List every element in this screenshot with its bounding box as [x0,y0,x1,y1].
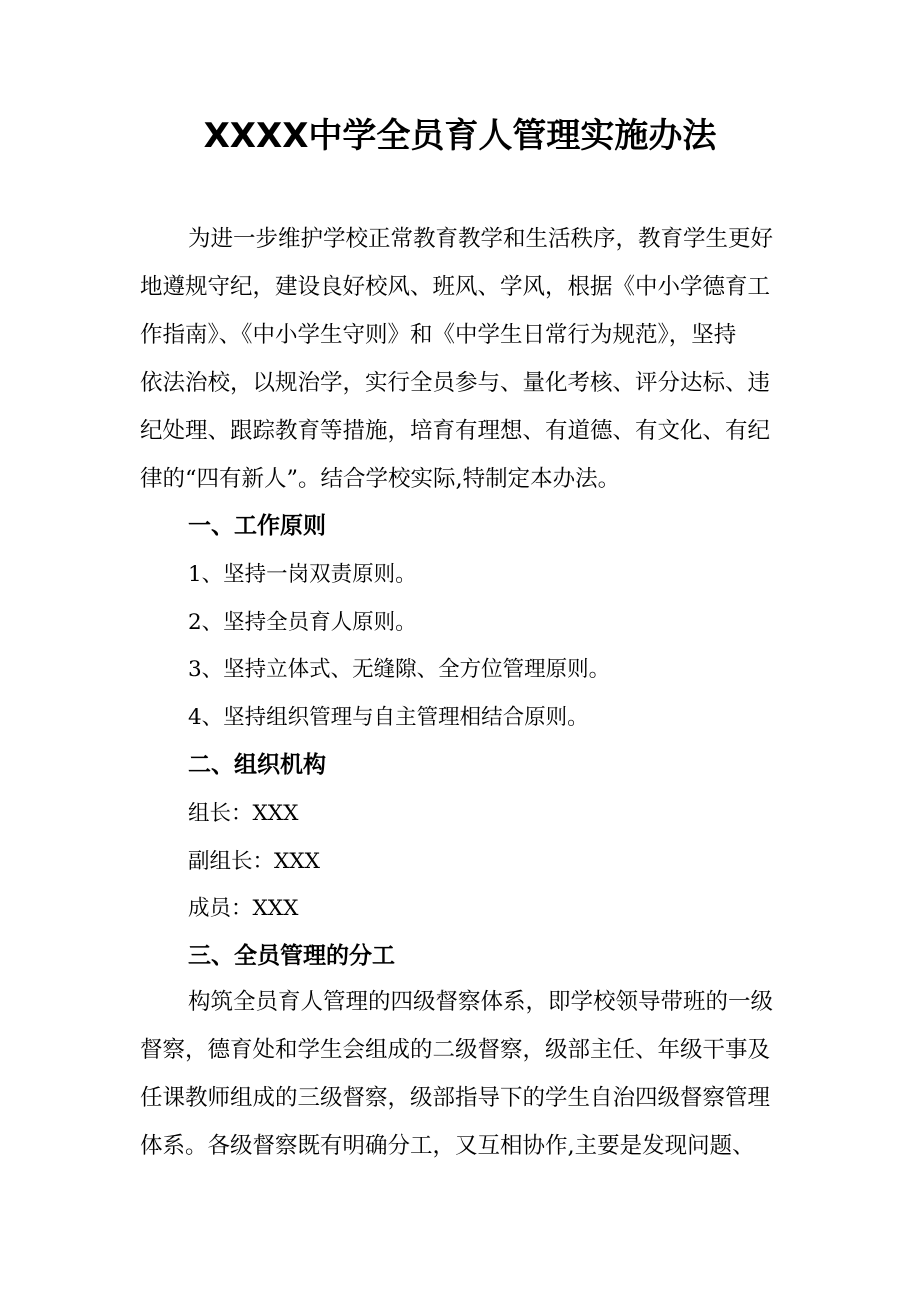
intro-line: 依法治校，以规治学，实行全员参与、量化考核、评分达标、违 [140,370,771,396]
org-member-item: 成员：XXX [188,896,299,921]
section-heading-division: 三、全员管理的分工 [188,943,395,969]
org-member-item: 副组长：XXX [188,849,320,874]
principle-item: 3、坚持立体式、无缝隙、全方位管理原则。 [188,657,611,682]
intro-line: 作指南》、《中小学生守则》和《中学生日常行为规范》，坚持 [140,322,737,348]
intro-line: 地遵规守纪，建设良好校风、班风、学风，根据《中小学德育工 [140,274,771,300]
section-heading-organization: 二、组织机构 [188,752,326,778]
division-paragraph [140,978,782,1170]
document-title: XXXX中学全员育人管理实施办法 [203,116,717,156]
division-line: 督察，德育处和学生会组成的二级督察，级部主任、年级干事及 [140,1037,771,1063]
principle-item: 2、坚持全员育人原则。 [188,610,417,635]
org-member-item: 组长：XXX [188,801,299,826]
principle-item: 4、坚持组织管理与自主管理相结合原则。 [188,705,589,730]
intro-line: 为进一步维护学校正常教育教学和生活秩序，教育学生更好 [188,226,774,252]
intro-line: 律的“四有新人”。结合学校实际,特制定本办法。 [140,466,621,492]
section-heading-principles: 一、工作原则 [188,513,326,539]
division-line: 体系。各级督察既有明确分工，又互相协作,主要是发现问题、 [140,1133,755,1159]
principle-item: 1、坚持一岗双责原则。 [188,562,417,587]
intro-paragraph [140,215,782,503]
intro-line: 纪处理、跟踪教育等措施，培育有理想、有道德、有文化、有纪 [140,418,771,444]
division-line: 构筑全员育人管理的四级督察体系，即学校领导带班的一级 [188,989,774,1015]
division-line: 任课教师组成的三级督察，级部指导下的学生自治四级督察管理 [140,1085,771,1111]
